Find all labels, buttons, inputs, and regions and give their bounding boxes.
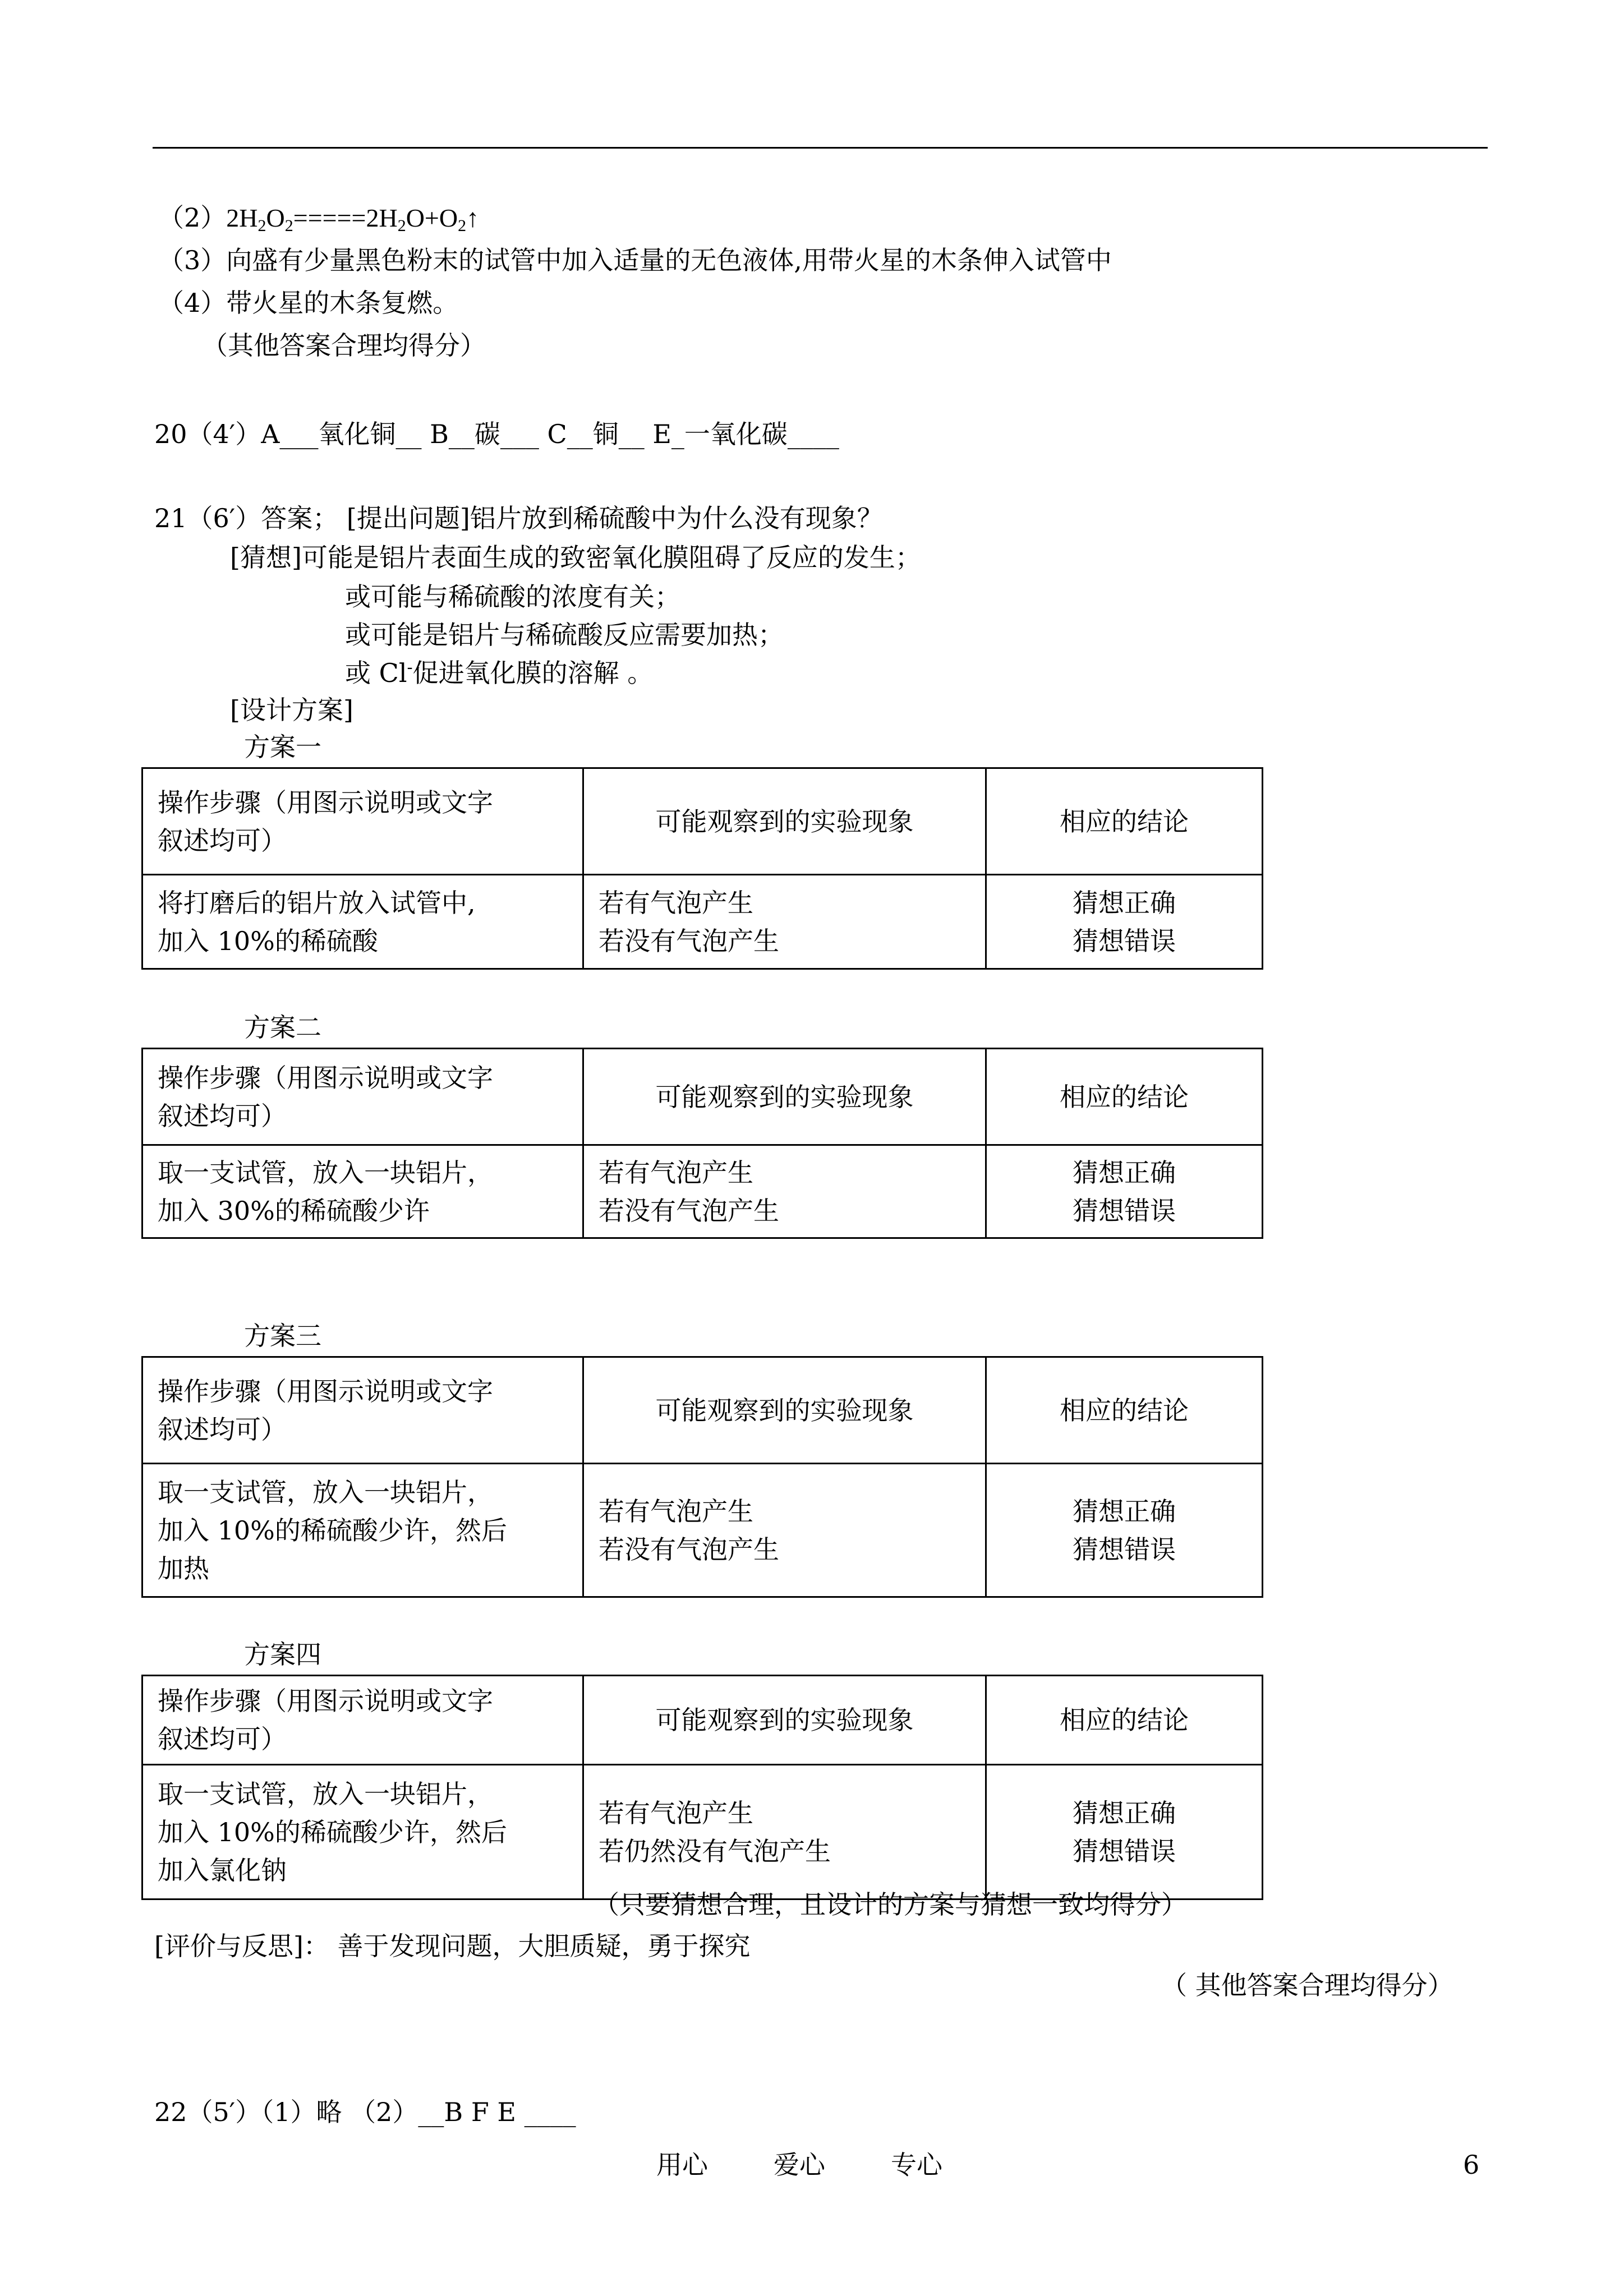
answer-q2 <box>158 203 479 233</box>
header-observation: 可能观察到的实验现象 <box>583 1357 986 1464</box>
evaluation: [评价与反思]： 善于发现问题，大胆质疑，勇于探究 <box>154 1931 751 1961</box>
question-20: 20（4′）A___氧化铜__ B__碳___ C__铜__ E_一氧化碳____ <box>154 419 839 449</box>
observation-cell: 若有气泡产生 若没有气泡产生 <box>583 1464 986 1597</box>
plan-table-2 <box>141 1048 1263 1239</box>
header-step: 操作步骤（用图示说明或文字 叙述均可） <box>142 1676 583 1765</box>
conclusion-cell: 猜想正确 猜想错误 <box>986 1464 1263 1597</box>
plan-title: 方案四 <box>244 1639 321 1670</box>
other-answers-note: （ 其他答案合理均得分） <box>1161 1970 1453 2000</box>
header-step: 操作步骤（用图示说明或文字 叙述均可） <box>142 1049 583 1145</box>
header-rule <box>153 147 1488 149</box>
plan-title: 方案三 <box>244 1321 321 1351</box>
header-conclusion: 相应的结论 <box>986 1676 1263 1765</box>
plan-table-3 <box>141 1356 1263 1598</box>
plan-title: 方案二 <box>244 1012 321 1043</box>
page-number: 6 <box>1463 2150 1480 2180</box>
header-observation: 可能观察到的实验现象 <box>583 768 986 875</box>
guess-4-sup: - <box>407 658 413 677</box>
header-conclusion: 相应的结论 <box>986 1357 1263 1464</box>
answer-note: （其他答案合理均得分） <box>202 330 486 361</box>
conclusion-cell: 猜想正确 猜想错误 <box>986 875 1263 969</box>
header-observation: 可能观察到的实验现象 <box>583 1676 986 1765</box>
header-step: 操作步骤（用图示说明或文字 叙述均可） <box>142 768 583 875</box>
plan-note: （只要猜想合理，且设计的方案与猜想一致均得分） <box>594 1889 1187 1920</box>
question-21-intro: 21（6′）答案； [提出问题]铝片放到稀硫酸中为什么没有现象？ <box>154 503 883 533</box>
step-cell: 取一支试管，放入一块铝片， 加入 30%的稀硫酸少许 <box>142 1145 583 1238</box>
guess-4 <box>345 658 653 688</box>
observation-cell: 若有气泡产生 若没有气泡产生 <box>583 1145 986 1238</box>
step-cell: 将打磨后的铝片放入试管中, 加入 10%的稀硫酸 <box>142 875 583 969</box>
observation-cell: 若有气泡产生 若没有气泡产生 <box>583 875 986 969</box>
guess-4-post: 促进氧化膜的溶解 。 <box>412 658 654 688</box>
answer-q2-formula: $2H_2O_2=====2H_2O+O_2↑$ <box>226 204 480 235</box>
header-conclusion: 相应的结论 <box>986 1049 1263 1145</box>
header-observation: 可能观察到的实验现象 <box>583 1049 986 1145</box>
answer-q3: （3）向盛有少量黑色粉末的试管中加入适量的无色液体,用带火星的木条伸入试管中 <box>158 245 1112 275</box>
guess-4-pre: 或 Cl <box>345 658 407 688</box>
question-22: 22（5′）（1）略 （2）__B F E ____ <box>154 2097 576 2127</box>
plan-table-4 <box>141 1675 1263 1900</box>
observation-cell: 若有气泡产生 若仍然没有气泡产生 <box>583 1765 986 1899</box>
plan-title: 方案一 <box>244 732 321 762</box>
conclusion-cell: 猜想正确 猜想错误 <box>986 1145 1263 1238</box>
header-conclusion: 相应的结论 <box>986 768 1263 875</box>
answer-q4: （4）带火星的木条复燃。 <box>158 288 459 318</box>
answer-q2-prefix: （2） <box>158 202 227 233</box>
design-heading: [设计方案] <box>230 695 353 725</box>
plan-table-1 <box>141 767 1263 970</box>
step-cell: 取一支试管，放入一块铝片， 加入 10%的稀硫酸少许，然后 加热 <box>142 1464 583 1597</box>
footer-motto: 用心 爱心 专心 <box>656 2150 942 2180</box>
step-cell: 取一支试管，放入一块铝片， 加入 10%的稀硫酸少许，然后 加入氯化钠 <box>142 1765 583 1899</box>
header-step: 操作步骤（用图示说明或文字 叙述均可） <box>142 1357 583 1464</box>
guess-1: [猜想]可能是铝片表面生成的致密氧化膜阻碍了反应的发生； <box>230 542 921 573</box>
conclusion-cell: 猜想正确 猜想错误 <box>986 1765 1263 1899</box>
guess-2: 或可能与稀硫酸的浓度有关； <box>345 582 680 612</box>
guess-3: 或可能是铝片与稀硫酸反应需要加热； <box>345 620 784 650</box>
